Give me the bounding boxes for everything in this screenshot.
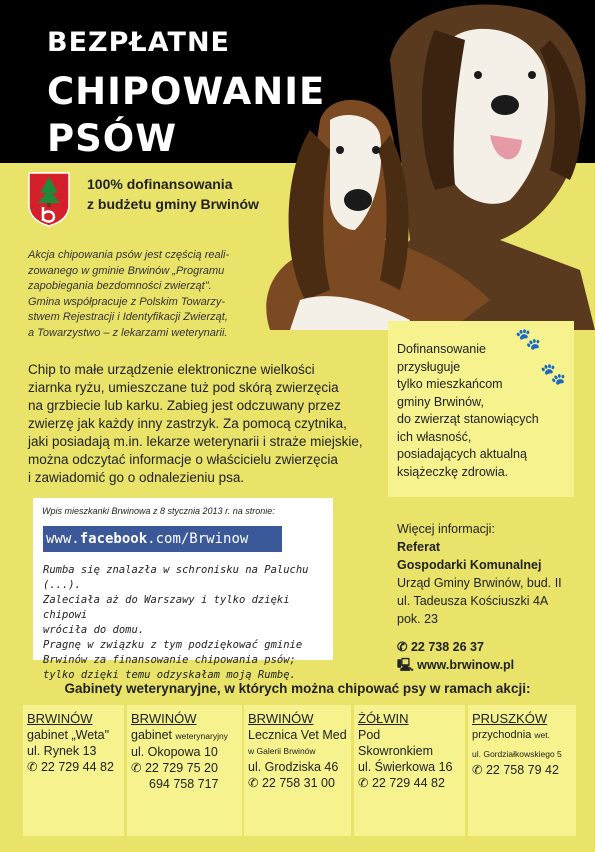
- clinic-name-cont: Skowronkiem: [358, 744, 434, 758]
- contact-dept-1: Referat: [397, 540, 441, 554]
- eligibility-line: do zwierząt stanowiących: [397, 412, 539, 426]
- clinic-address: ul. Gordziałkowskiego 5: [472, 749, 562, 759]
- testimonial-line: wróciła do domu.: [43, 624, 145, 636]
- contact-web[interactable]: [397, 656, 587, 674]
- title-line-2: CHIPOWANIE: [47, 70, 326, 113]
- contact-street: ul. Tadeusza Kościuszki 4A: [397, 594, 549, 608]
- eligibility-line: przysługuje: [397, 359, 461, 374]
- testimonial-line: Zaleciała aż do Warszawy i tylko dzięki chipowi: [43, 594, 290, 621]
- title-line-1: BEZPŁATNE: [47, 27, 230, 58]
- clinic-address: ul. Świerkowa 16: [358, 760, 453, 774]
- basset-hounds-illustration: [250, 0, 595, 330]
- clinic-phone: [472, 762, 572, 778]
- clinics-heading: Gabinety weterynaryjne, w których można chipować psy w ramach akcji:: [64, 681, 531, 696]
- intro-line: zapobiegania bezdomności zwierząt".: [28, 280, 212, 292]
- phone-icon: ✆: [397, 640, 408, 654]
- clinic-name: gabinet „Weta": [27, 728, 110, 742]
- testimonial-heading: Wpis mieszkanki Brwinowa z 8 stycznia 2013 r. na stronie:: [42, 506, 275, 516]
- chip-line: zwierzę jak każdy inny zastrzyk. Za pomocą czytnika,: [28, 416, 347, 431]
- clinic-phone: [358, 775, 461, 791]
- clinic-name: Lecznica Vet Med: [248, 728, 347, 742]
- contact-room: pok. 23: [397, 612, 439, 626]
- clinic-card: [23, 705, 124, 836]
- phone-icon: ✆: [358, 776, 369, 790]
- testimonial-line: Brwinów za finansowanie chipowania psów;: [43, 654, 296, 666]
- clinic-phone-number: 22 729 44 82: [40, 760, 114, 774]
- testimonial-line: Pragnę w związku z tym podziękować gminie: [43, 639, 303, 651]
- funding-note: [87, 174, 259, 214]
- phone-icon: ✆: [131, 761, 142, 775]
- clinic-phone: [27, 759, 120, 775]
- funding-line-2: z budżetu gminy Brwinów: [87, 196, 259, 212]
- clinic-address: ul. Okopowa 10: [131, 745, 218, 759]
- clinic-card: [244, 705, 351, 836]
- intro-paragraph: [28, 248, 268, 341]
- contact-office: Urząd Gminy Brwinów, bud. II: [397, 576, 562, 590]
- clinic-name: Pod: [358, 728, 381, 742]
- clinic-phone: [248, 775, 347, 791]
- clinic-name-main: gabinet: [131, 728, 173, 742]
- phone-icon: ✆: [472, 763, 483, 777]
- contact-info: [397, 520, 587, 674]
- contact-dept-2: Gospodarki Komunalnej: [397, 558, 542, 572]
- clinic-phone-number: 22 729 75 20: [144, 761, 218, 775]
- paw-icon: 🐾: [540, 363, 567, 386]
- eligibility-line: tylko mieszkańcom: [397, 377, 503, 391]
- clinic-location-note: w Galerii Brwinów: [248, 746, 316, 756]
- clinic-card: [354, 705, 465, 836]
- testimonial-line: tylko dzięki temu odzyskałam moją Rumbę.: [43, 669, 296, 681]
- contact-heading: Więcej informacji:: [397, 522, 495, 536]
- paw-icon: 🐾: [515, 328, 542, 351]
- chip-line: na grzbiecie lub karku. Zabieg jest odczuwany przez: [28, 398, 341, 413]
- title-line-3: PSÓW: [47, 117, 178, 160]
- eligibility-line: książeczkę zdrowia.: [397, 464, 509, 479]
- clinic-phone-number: 22 758 79 42: [485, 763, 559, 777]
- clinic-name-main: przychodnia: [472, 729, 532, 741]
- clinic-city: BRWINÓW: [27, 711, 93, 726]
- eligibility-text: [397, 341, 572, 481]
- contact-web-url[interactable]: www.brwinow.pl: [417, 658, 515, 672]
- eligibility-line: ich własność,: [397, 429, 472, 444]
- fb-bold: facebook: [79, 531, 148, 547]
- chip-line: i zawiadomić go o odnalezieniu psa.: [28, 470, 245, 485]
- clinic-phone-2: 694 758 717: [149, 777, 219, 791]
- chip-description: [28, 361, 383, 487]
- clinic-address: ul. Rynek 13: [27, 744, 97, 758]
- clinic-name-sub: weterynaryjny: [175, 731, 228, 741]
- fb-suffix: .com/Brwinow: [147, 531, 249, 547]
- intro-line: stwem Rejestracji i Identyfikacji Zwierząt,: [28, 311, 228, 323]
- contact-phone: [397, 638, 587, 656]
- clinic-city: BRWINÓW: [248, 711, 314, 726]
- testimonial-line: Rumba się znalazła w schronisku na Paluchu (...).: [43, 564, 309, 591]
- clinic-name-sub: wet.: [534, 730, 550, 740]
- funding-line-1: 100% dofinansowania: [87, 176, 233, 192]
- chip-line: jaki posiadają m.in. lekarze weterynarii i straże miejskie,: [28, 434, 363, 449]
- eligibility-line: gminy Brwinów,: [397, 394, 484, 409]
- eligibility-line: posiadających aktualną: [397, 447, 527, 461]
- fb-prefix: www.: [46, 531, 80, 547]
- testimonial-text: [43, 563, 328, 683]
- clinic-city: ŻÓŁWIN: [358, 711, 409, 726]
- chip-line: Chip to małe urządzenie elektroniczne wielkości: [28, 362, 315, 377]
- intro-line: Gmina współpracuje z Polskim Towarzy-: [28, 295, 226, 308]
- intro-line: a Towarzystwo – z lekarzami weterynarii.: [28, 326, 228, 339]
- computer-icon: 🖳: [397, 658, 414, 672]
- chip-line: można odczytać informacje o właścicielu zwierzęcia: [28, 452, 338, 467]
- clinic-card: [468, 705, 576, 836]
- clinic-phone-number: 22 758 31 00: [261, 776, 335, 790]
- phone-icon: ✆: [248, 776, 259, 790]
- clinic-name: [472, 727, 572, 743]
- chip-line: ziarnka ryżu, umieszczane tuż pod skórą zwierzęcia: [28, 380, 339, 395]
- facebook-link[interactable]: [43, 526, 282, 552]
- brwinow-crest-logo: [27, 171, 71, 227]
- clinic-city: PRUSZKÓW: [472, 711, 548, 726]
- clinic-name: [131, 727, 238, 744]
- intro-line: zowanego w gminie Brwinów „Programu: [28, 264, 225, 277]
- clinic-city: BRWINÓW: [131, 711, 197, 726]
- clinic-phone: [131, 760, 238, 776]
- contact-phone-number: 22 738 26 37: [410, 640, 484, 654]
- clinic-phone-number: 22 729 44 82: [371, 776, 445, 790]
- clinic-card: [127, 705, 242, 836]
- clinic-address: ul. Grodziska 46: [248, 760, 339, 774]
- intro-line: Akcja chipowania psów jest częścią reali-: [28, 249, 230, 261]
- eligibility-line: Dofinansowanie: [397, 342, 486, 356]
- phone-icon: ✆: [27, 760, 38, 774]
